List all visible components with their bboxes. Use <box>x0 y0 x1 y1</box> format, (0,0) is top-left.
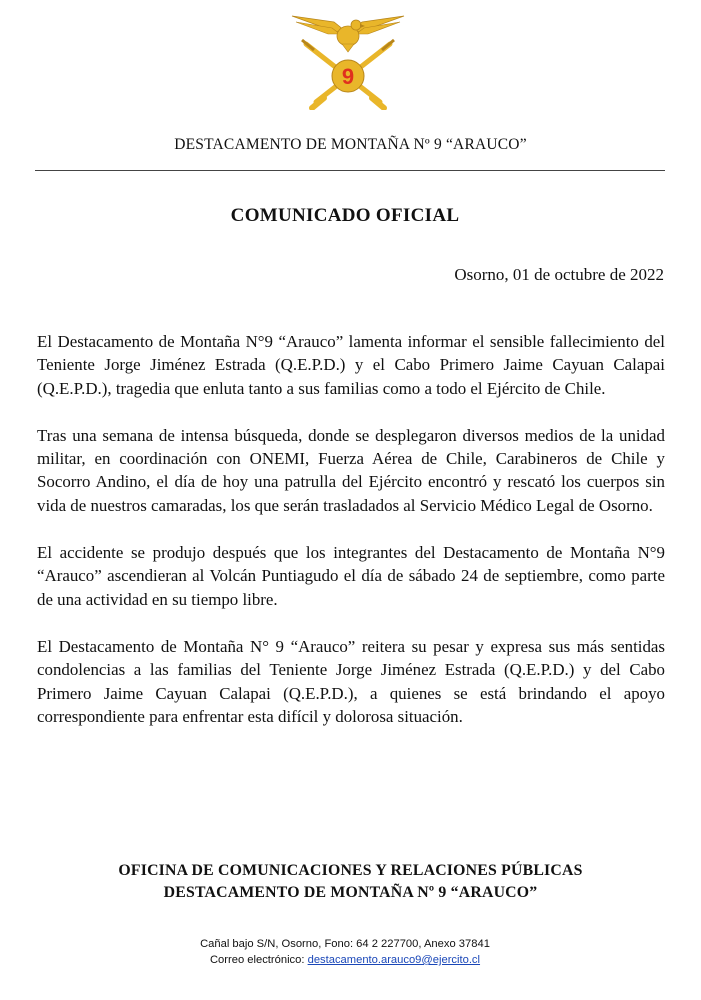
footer-email-line <box>0 952 690 968</box>
signature-office: OFICINA DE COMUNICACIONES Y RELACIONES PÚBLICAS <box>118 862 583 879</box>
footer-address: Cañal bajo S/N, Osorno, Fono: 64 2 227700, Anexo 37841 <box>200 938 490 950</box>
emblem-number: 9 <box>341 64 355 89</box>
eagle-head <box>351 20 361 30</box>
paragraph: El Destacamento de Montaña N° 9 “Arauco” reitera su pesar y expresa sus más sentidas condolencias a las familias del Teniente Jorge Jiménez Estrada (Q.E.P.D.) y del Cabo Primero Jaime Cayuan Calapai (Q.E.P.D.), a quienes se está brindando el apoyo correspondiente para enfrentar esta difícil y dolorosa situación. <box>37 636 665 726</box>
contact-footer <box>0 936 690 968</box>
unit-emblem <box>288 10 408 110</box>
sword-left-hilt <box>372 98 384 108</box>
communique-body <box>37 330 665 752</box>
header-divider <box>35 170 665 171</box>
eagle-tail <box>342 44 354 52</box>
dateline: Osorno, 01 de octubre de 2022 <box>454 265 664 284</box>
eagle-swords-emblem-icon <box>288 10 408 110</box>
signature-block <box>0 860 701 904</box>
signature-unit: DESTACAMENTO DE MONTAÑA Nº 9 “ARAUCO” <box>163 884 538 901</box>
email-link[interactable]: destacamento.arauco9@ejercito.cl <box>307 954 481 966</box>
footer-email-label: Correo electrónico: <box>209 954 305 966</box>
paragraph: El accidente se produjo después que los integrantes del Destacamento de Montaña N°9 “Arauco” ascendieran al Volcán Puntiagudo el día de sábado 24 de septiembre, como parte de una actividad en su tiempo libre. <box>37 543 665 609</box>
document-title: COMUNICADO OFICIAL <box>230 205 460 226</box>
sword-right-hilt <box>312 98 324 108</box>
paragraph: Tras una semana de intensa búsqueda, donde se desplegaron diversos medios de la unidad militar, en coordinación con ONEMI, Fuerza Aérea de Chile, Carabineros de Chile y Socorro Andino, el día de hoy una patrulla del Ejército encontró y rescató los cuerpos sin vida de nuestros camaradas, los que serán trasladados al Servicio Médico Legal de Osorno. <box>37 425 665 515</box>
unit-header: DESTACAMENTO DE MONTAÑA Nº 9 “ARAUCO” <box>174 136 527 153</box>
paragraph: El Destacamento de Montaña N°9 “Arauco” lamenta informar el sensible fallecimiento del Teniente Jorge Jiménez Estrada (Q.E.P.D.) y el Cabo Primero Jaime Cayuan Calapai (Q.E.P.D.), tragedia que enluta tanto a sus familias como a todo el Ejército de Chile. <box>37 332 665 398</box>
